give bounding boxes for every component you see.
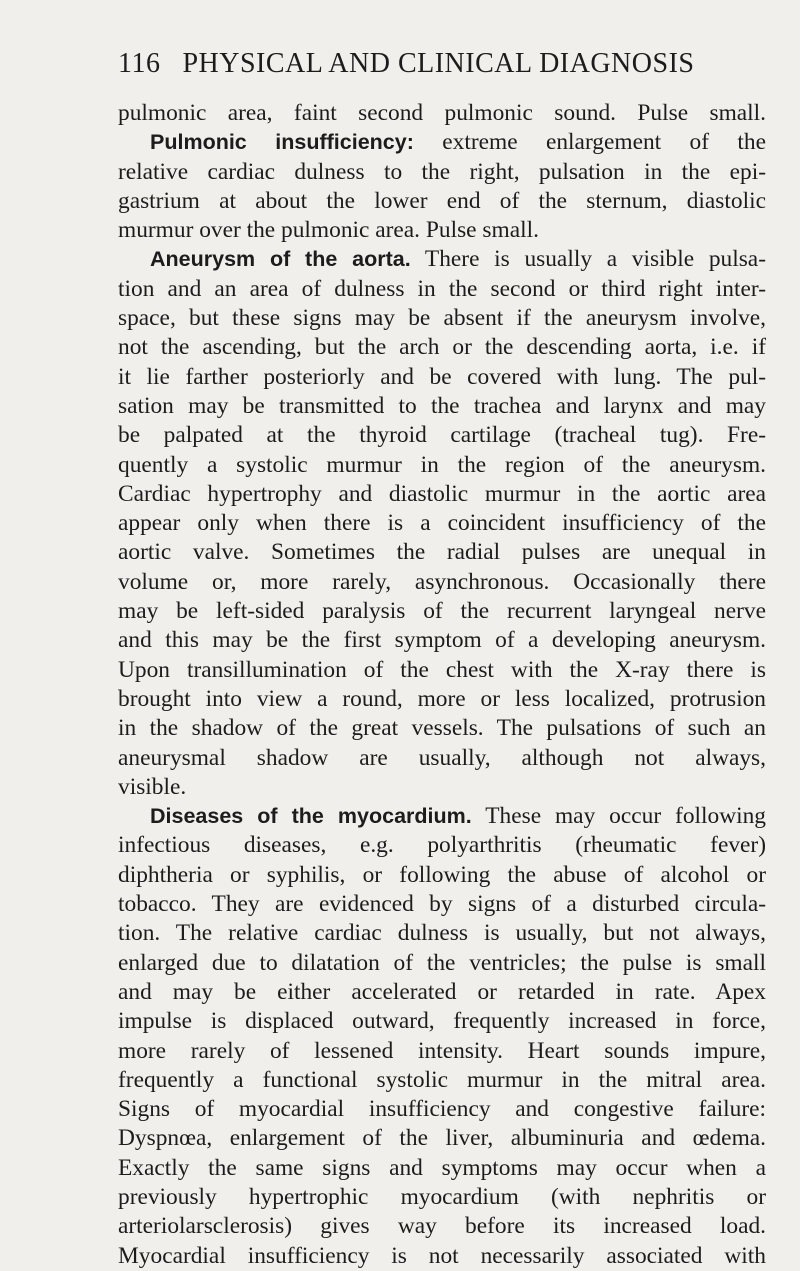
text-line: Myocardial insufficiency is not necessarily associated with	[118, 1242, 766, 1269]
text-line: enlarged due to dilatation of the ventricles; the pulse is small	[118, 949, 766, 976]
text-line: space, but these signs may be absent if the aneurysm involve,	[118, 305, 766, 332]
text-line: tion and an area of dulness in the second or third right inter-	[118, 275, 766, 302]
text-line: brought into view a round, more or less localized, protrusion	[118, 685, 766, 712]
text-line: Aneurysm of the aorta. There is usually a visible pulsa-	[150, 246, 766, 273]
text-line: not the ascending, but the arch or the descending aorta, i.e. if	[118, 334, 766, 361]
text-line: arteriolarsclerosis) gives way before its increased load.	[118, 1213, 766, 1240]
text-line: aortic valve. Sometimes the radial pulses are unequal in	[118, 539, 766, 566]
text-line: and may be either accelerated or retarded in rate. Apex	[118, 978, 766, 1005]
text-line: pulmonic area, faint second pulmonic sound. Pulse small.	[118, 100, 766, 126]
text-line: previously hypertrophic myocardium (with nephritis or	[118, 1183, 766, 1210]
text-line: Diseases of the myocardium. These may occur following	[150, 803, 766, 830]
text-line: frequently a functional systolic murmur in the mitral area.	[118, 1066, 766, 1093]
text-line: relative cardiac dulness to the right, pulsation in the epi-	[118, 158, 766, 185]
text-line: Pulmonic insufficiency: extreme enlargement of the	[150, 129, 766, 156]
text-line: more rarely of lessened intensity. Heart sounds impure,	[118, 1037, 766, 1064]
text-line: and this may be the first symptom of a developing aneurysm.	[118, 627, 766, 654]
text-line: quently a systolic murmur in the region of the aneurysm.	[118, 451, 766, 478]
text-line: sation may be transmitted to the trachea and larynx and may	[118, 392, 766, 419]
text-line: gastrium at about the lower end of the sternum, diastolic	[118, 187, 766, 214]
text-line: Signs of myocardial insufficiency and congestive failure:	[118, 1096, 766, 1123]
text-line: impulse is displaced outward, frequently increased in force,	[118, 1008, 766, 1035]
text-line: Dyspnœa, enlargement of the liver, albuminuria and œdema.	[118, 1125, 766, 1152]
text-line: Upon transillumination of the chest with the X-ray there is	[118, 656, 766, 683]
text-line: in the shadow of the great vessels. The pulsations of such an	[118, 715, 766, 742]
text-line: be palpated at the thyroid cartilage (tracheal tug). Fre-	[118, 422, 766, 449]
text-line: aneurysmal shadow are usually, although not always,	[118, 744, 766, 771]
page-number: 116	[118, 48, 161, 79]
text-line: Cardiac hypertrophy and diastolic murmur in the aortic area	[118, 480, 766, 507]
running-head	[118, 44, 718, 84]
text-line: Exactly the same signs and symptoms may occur when a	[118, 1154, 766, 1181]
text-line: tion. The relative cardiac dulness is usually, but not always,	[118, 920, 766, 947]
text-line: murmur over the pulmonic area. Pulse small.	[118, 217, 539, 244]
text-line: tobacco. They are evidenced by signs of a disturbed circula-	[118, 891, 766, 918]
text-line: volume or, more rarely, asynchronous. Occasionally there	[118, 568, 766, 595]
section-heading: Pulmonic insufficiency:	[150, 130, 414, 155]
text-line: visible.	[118, 773, 187, 800]
section-heading: Diseases of the myocardium.	[150, 804, 472, 829]
section-heading: Aneurysm of the aorta.	[150, 247, 411, 272]
text-line: appear only when there is a coincident insufficiency of the	[118, 510, 766, 537]
body-text	[118, 99, 766, 1271]
text-line: it lie farther posteriorly and be covered with lung. The pul-	[118, 363, 766, 390]
running-title: PHYSICAL AND CLINICAL DIAGNOSIS	[182, 48, 695, 79]
text-line: may be left-sided paralysis of the recurrent laryngeal nerve	[118, 598, 766, 625]
text-line: diphtheria or syphilis, or following the abuse of alcohol or	[118, 861, 766, 888]
text-line: infectious diseases, e.g. polyarthritis (rheumatic fever)	[118, 832, 766, 859]
